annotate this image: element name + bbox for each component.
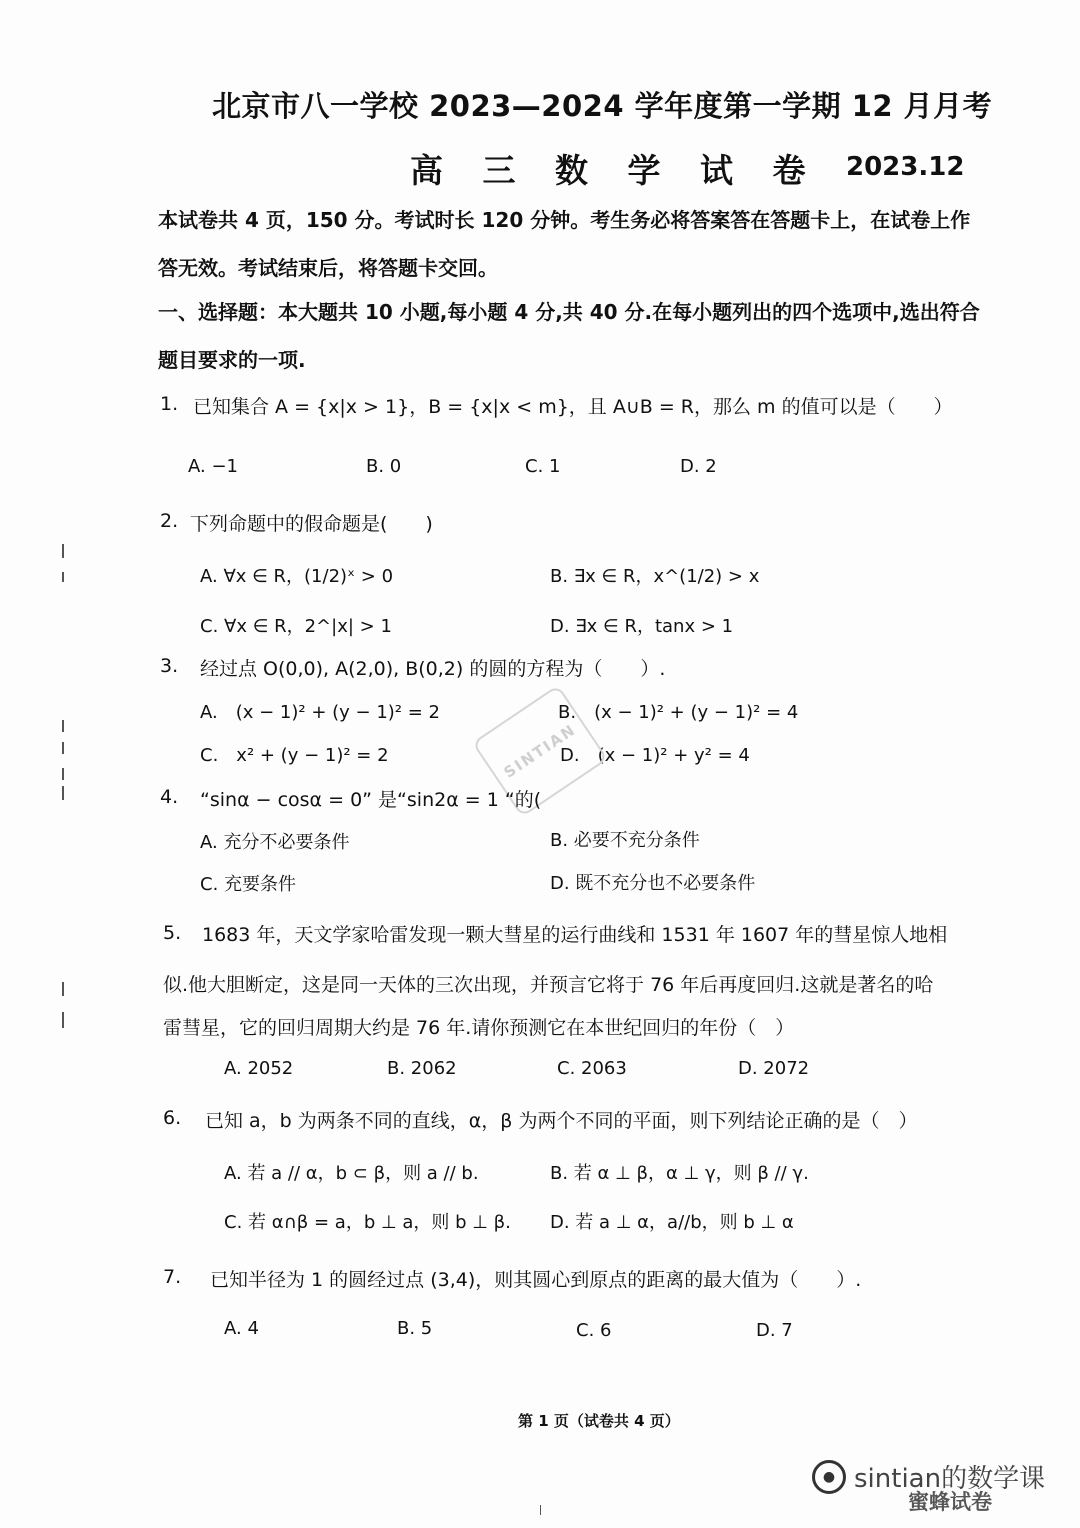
question-1-text: 已知集合 A = {x|x > 1}，B = {x|x < m}，且 A∪B = R，那么 m 的值可以是（ ）	[193, 396, 953, 418]
question-5-option-d: D. 2072	[738, 1058, 810, 1079]
chat-bubble-icon: ●	[812, 1460, 846, 1494]
scan-mark	[540, 1505, 541, 1515]
question-5-option-b: B. 2062	[387, 1058, 457, 1079]
question-7-option-a: A. 4	[224, 1318, 259, 1339]
question-6-option-d: D. 若 a ⊥ α，a//b，则 b ⊥ α	[550, 1212, 794, 1233]
scan-mark	[62, 982, 64, 996]
exam-title: 北京市八一学校 2023—2024 学年度第一学期 12 月月考	[212, 89, 993, 123]
question-4-text: “sinα − cosα = 0” 是“sin2α = 1 “的(	[200, 789, 542, 811]
page-footer: 第 1 页（试卷共 4 页）	[518, 1412, 680, 1430]
question-6-text: 已知 a，b 为两条不同的直线，α，β 为两个不同的平面，则下列结论正确的是（ ）	[205, 1110, 918, 1132]
scan-mark	[62, 544, 64, 558]
question-7-option-b: B. 5	[397, 1318, 433, 1339]
question-3-option-a: A. (x − 1)² + (y − 1)² = 2	[200, 702, 441, 723]
question-5-option-c: C. 2063	[557, 1058, 627, 1079]
scan-mark	[62, 742, 64, 754]
question-5-number: 5.	[163, 922, 182, 944]
question-1-option-a: A. −1	[188, 456, 238, 477]
question-4-option-a: A. 充分不必要条件	[200, 832, 350, 853]
question-5-line-3: 雷彗星，它的回归周期大约是 76 年.请你预测它在本世纪回归的年份（ ）	[163, 1017, 795, 1039]
question-7-number: 7.	[163, 1266, 182, 1288]
question-2-option-c: C. ∀x ∈ R，2^|x| > 1	[200, 616, 392, 637]
question-6-option-a: A. 若 a // α，b ⊂ β，则 a // b.	[224, 1163, 479, 1184]
question-1-option-d: D. 2	[680, 456, 717, 477]
intro-line-1: 本试卷共 4 页，150 分。考试时长 120 分钟。考生务必将答案答在答题卡上，在试卷上作	[158, 208, 971, 232]
question-3-number: 3.	[160, 655, 179, 677]
question-1-number: 1.	[160, 393, 179, 415]
question-3-option-c: C. x² + (y − 1)² = 2	[200, 745, 389, 766]
question-7-option-c: C. 6	[576, 1320, 612, 1341]
section-heading-line-1: 一、选择题：本大题共 10 小题,每小题 4 分,共 40 分.在每小题列出的四个选项中,选出符合	[158, 300, 980, 324]
section-heading-line-2: 题目要求的一项.	[158, 348, 306, 372]
question-4-option-c: C. 充要条件	[200, 874, 297, 895]
question-4-number: 4.	[160, 786, 179, 808]
scan-mark	[62, 720, 64, 732]
question-3-text: 经过点 O(0,0), A(2,0), B(0,2) 的圆的方程为（ ）.	[200, 658, 666, 680]
question-6-option-b: B. 若 α ⊥ β，α ⊥ γ，则 β // γ.	[550, 1163, 809, 1184]
scan-mark	[62, 786, 64, 800]
scan-mark	[62, 768, 64, 780]
scan-mark	[62, 572, 64, 582]
question-3-option-b: B. (x − 1)² + (y − 1)² = 4	[558, 702, 799, 723]
question-4-option-d: D. 既不充分也不必要条件	[550, 873, 756, 894]
question-3-option-d: D. (x − 1)² + y² = 4	[560, 745, 750, 766]
question-6-option-c: C. 若 α∩β = a，b ⊥ a，则 b ⊥ β.	[224, 1212, 511, 1233]
question-6-number: 6.	[163, 1107, 182, 1129]
brand-name: sintian的数学课	[854, 1464, 1046, 1494]
question-4-option-b: B. 必要不充分条件	[550, 830, 700, 851]
question-2-number: 2.	[160, 510, 179, 532]
question-5-line-2: 似.他大胆断定，这是同一天体的三次出现，并预言它将于 76 年后再度回归.这就是著名的哈	[163, 974, 934, 996]
exam-subtitle: 高 三 数 学 试 卷	[410, 151, 820, 190]
question-5-line-1: 1683 年，天文学家哈雷发现一颗大彗星的运行曲线和 1531 年 1607 年的彗星惊人地相	[202, 924, 948, 946]
question-2-option-b: B. ∃x ∈ R，x^(1/2) > x	[550, 566, 760, 587]
question-7-text: 已知半径为 1 的圆经过点 (3,4)，则其圆心到原点的距离的最大值为（ ）.	[210, 1269, 862, 1291]
scan-mark	[62, 1012, 64, 1028]
question-7-option-d: D. 7	[756, 1320, 793, 1341]
question-2-option-d: D. ∃x ∈ R，tanx > 1	[550, 616, 734, 637]
question-2-option-a: A. ∀x ∈ R，(1/2)ˣ > 0	[200, 566, 394, 587]
exam-date: 2023.12	[846, 152, 965, 182]
brand-subtitle: 蜜蜂试卷	[908, 1490, 992, 1514]
sintian-watermark: SINTIAN	[472, 685, 609, 818]
intro-line-2: 答无效。考试结束后，将答题卡交回。	[158, 256, 498, 280]
question-1-option-b: B. 0	[366, 456, 402, 477]
question-5-option-a: A. 2052	[224, 1058, 294, 1079]
question-2-text: 下列命题中的假命题是( )	[190, 513, 433, 535]
question-1-option-c: C. 1	[525, 456, 561, 477]
